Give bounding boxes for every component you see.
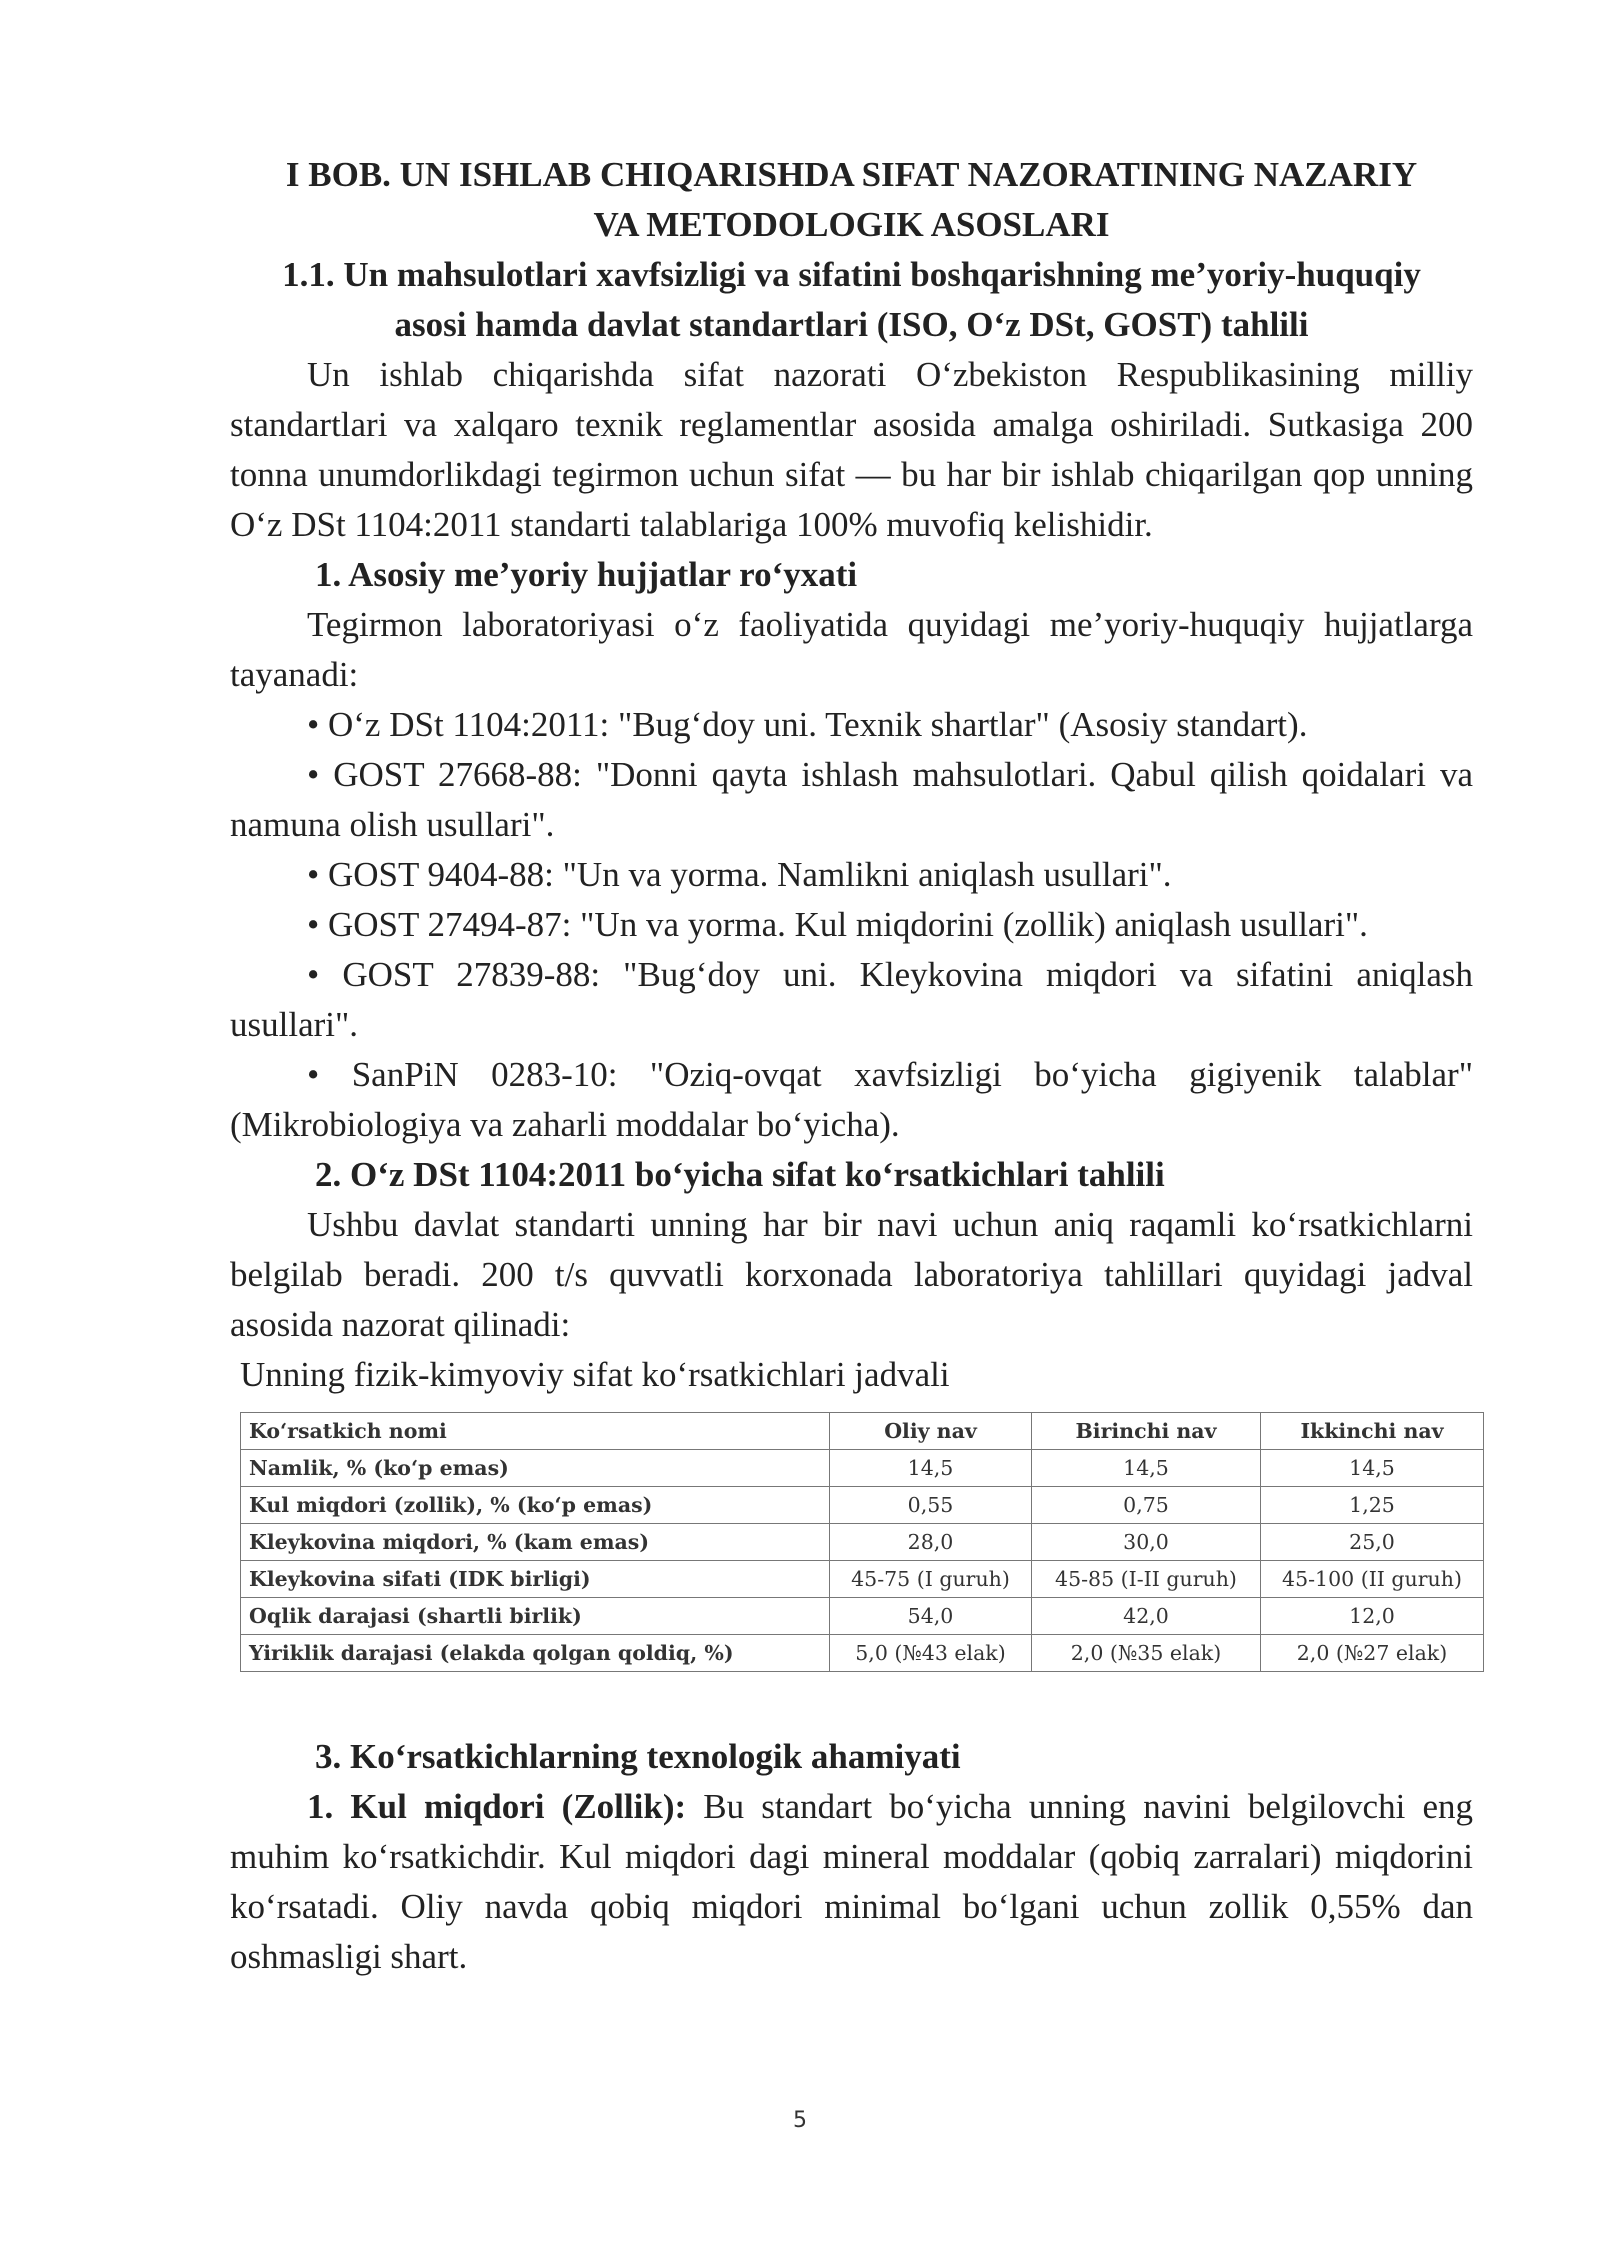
table-cell: 45-85 (I-II guruh) — [1032, 1561, 1261, 1598]
table-header-cell: Oliy nav — [830, 1413, 1032, 1450]
table-cell: 2,0 (№35 elak) — [1032, 1635, 1261, 1672]
table-cell: 30,0 — [1032, 1524, 1261, 1561]
table-cell: Oqlik darajasi (shartli birlik) — [241, 1598, 830, 1635]
section-title-line1: 1.1. Un mahsulotlari xavfsizligi va sifatini boshqarishning me’yoriy-huquqiy — [282, 255, 1421, 294]
subsection-3-title: 3. Ko‘rsatkichlarning texnologik ahamiyati — [315, 1737, 961, 1776]
table-cell: Kul miqdori (zollik), % (ko‘p emas) — [241, 1487, 830, 1524]
table-header-cell: Ikkinchi nav — [1261, 1413, 1484, 1450]
spacer — [230, 1672, 1473, 1732]
table-header-row — [241, 1413, 1484, 1450]
section-title-line2: asosi hamda davlat standartlari (ISO, O‘z DSt, GOST) tahlili — [394, 305, 1309, 344]
table-cell: 45-100 (II guruh) — [1261, 1561, 1484, 1598]
table-cell: 14,5 — [830, 1450, 1032, 1487]
table-cell: 42,0 — [1032, 1598, 1261, 1635]
page-content — [230, 150, 1473, 1982]
table-header-cell: Birinchi nav — [1032, 1413, 1261, 1450]
table-cell: Namlik, % (ko‘p emas) — [241, 1450, 830, 1487]
table-cell: 12,0 — [1261, 1598, 1484, 1635]
document-item: • GOST 27668-88: "Donni qayta ishlash mahsulotlari. Qabul qilish qoidalari va namuna olish usullari". — [230, 755, 1473, 844]
intro-paragraph: Un ishlab chiqarishda sifat nazorati O‘zbekiston Respublikasining milliy standartlari va xalqaro texnik reglamentlar asosida amalga oshiriladi. Sutkasiga 200 tonna unumdorlikdagi tegirmon uchun sifat — bu har bir ishlab chiqarilgan qop unning O‘z DSt 1104:2011 standarti talablariga 100% muvofiq kelishidir. — [230, 355, 1473, 544]
table-cell: 2,0 (№27 elak) — [1261, 1635, 1484, 1672]
subsection-3-lead: 1. Kul miqdori (Zollik): — [307, 1787, 687, 1826]
chapter-title-line1: I BOB. UN ISHLAB CHIQARISHDA SIFAT NAZORATINING NAZARIY — [285, 155, 1418, 194]
table-cell: 54,0 — [830, 1598, 1032, 1635]
table-row — [241, 1450, 1484, 1487]
table-row — [241, 1487, 1484, 1524]
document-item: • GOST 9404-88: "Un va yorma. Namlikni aniqlash usullari". — [307, 855, 1172, 894]
table-cell: 0,55 — [830, 1487, 1032, 1524]
chapter-title — [230, 150, 1473, 250]
table-cell: 14,5 — [1032, 1450, 1261, 1487]
document-item: • GOST 27839-88: "Bug‘doy uni. Kleykovina miqdori va sifatini aniqlash usullari". — [230, 955, 1473, 1044]
document-item: • SanPiN 0283-10: "Oziq-ovqat xavfsizligi bo‘yicha gigiyenik talablar" (Mikrobiologiya va zaharli moddalar bo‘yicha). — [230, 1055, 1473, 1144]
quality-table — [240, 1412, 1484, 1672]
table-cell: 1,25 — [1261, 1487, 1484, 1524]
table-cell: 28,0 — [830, 1524, 1032, 1561]
chapter-title-line2: VA METODOLOGIK ASOSLARI — [593, 205, 1110, 244]
table-header-cell: Ko‘rsatkich nomi — [241, 1413, 830, 1450]
table-cell: 25,0 — [1261, 1524, 1484, 1561]
table-cell: 14,5 — [1261, 1450, 1484, 1487]
page-number: 5 — [793, 2108, 807, 2133]
table-row — [241, 1524, 1484, 1561]
subsection-2-title: 2. O‘z DSt 1104:2011 bo‘yicha sifat ko‘rsatkichlari tahlili — [315, 1155, 1165, 1194]
table-caption: Unning fizik-kimyoviy sifat ko‘rsatkichlari jadvali — [240, 1355, 950, 1394]
table-cell: 45-75 (I guruh) — [830, 1561, 1032, 1598]
table-row — [241, 1561, 1484, 1598]
table-cell: Kleykovina miqdori, % (kam emas) — [241, 1524, 830, 1561]
table-row — [241, 1635, 1484, 1672]
document-item: • GOST 27494-87: "Un va yorma. Kul miqdorini (zollik) aniqlash usullari". — [307, 905, 1368, 944]
section-title — [230, 250, 1473, 350]
table-cell: Kleykovina sifati (IDK birligi) — [241, 1561, 830, 1598]
subsection-1-title: 1. Asosiy me’yoriy hujjatlar ro‘yxati — [315, 555, 858, 594]
subsection-3-text: Bu standart bo‘yicha unning navini belgilovchi eng muhim ko‘rsatkichdir. Kul miqdori dagi mineral moddalar (qobiq zarralari) miqdorini ko‘rsatadi. Oliy navda qobiq miqdori minimal bo‘lgani uchun zollik 0,55% dan oshmasligi shart. — [230, 1787, 1473, 1976]
documents-list — [230, 700, 1473, 1150]
subsection-2-paragraph: Ushbu davlat standarti unning har bir navi uchun aniq raqamli ko‘rsatkichlarni belgilab beradi. 200 t/s quvvatli korxonada laboratoriya tahlillari quyidagi jadval asosida nazorat qilinadi: — [230, 1205, 1473, 1344]
table-cell: Yiriklik darajasi (elakda qolgan qoldiq, %) — [241, 1635, 830, 1672]
subsection-3-paragraph — [230, 1782, 1473, 1982]
table-cell: 0,75 — [1032, 1487, 1261, 1524]
table-row — [241, 1598, 1484, 1635]
document-item: • O‘z DSt 1104:2011: "Bug‘doy uni. Texnik shartlar" (Asosiy standart). — [307, 705, 1308, 744]
subsection-1-intro: Tegirmon laboratoriyasi o‘z faoliyatida quyidagi me’yoriy-huquqiy hujjatlarga tayanadi: — [230, 605, 1473, 694]
table-cell: 5,0 (№43 elak) — [830, 1635, 1032, 1672]
